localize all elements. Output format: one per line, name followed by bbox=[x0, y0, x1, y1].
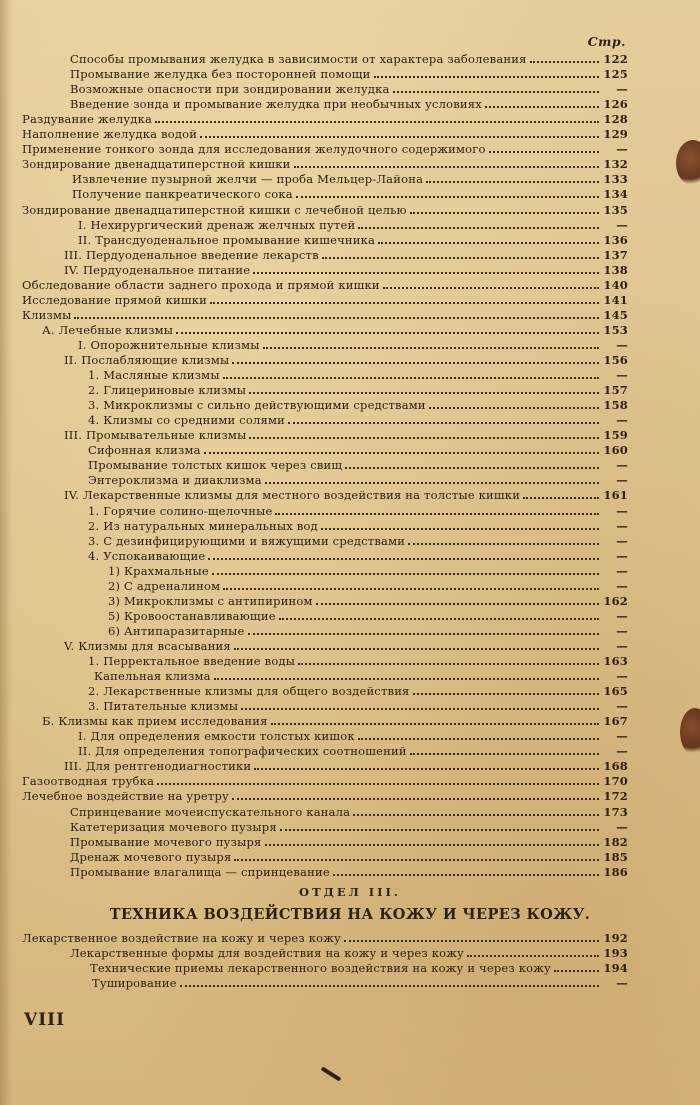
toc-page-number: — bbox=[616, 669, 628, 684]
dot-leader bbox=[176, 332, 599, 334]
toc-entry bbox=[22, 774, 628, 789]
toc-entry bbox=[88, 549, 628, 564]
toc-page-number: — bbox=[616, 638, 628, 653]
dot-leader bbox=[316, 603, 599, 605]
ink-mark bbox=[321, 1066, 342, 1081]
toc-entry-title: IV. Лекарственные клизмы для местного воздействия на толстые кишки bbox=[64, 488, 521, 503]
toc-entry-title: 3. Питательные клизмы bbox=[88, 699, 239, 714]
toc-entry-title: 4. Успокаивающие bbox=[88, 548, 206, 563]
dot-leader bbox=[234, 648, 599, 650]
toc-page-number: 145 bbox=[603, 307, 628, 322]
toc-page-number: — bbox=[616, 744, 628, 759]
toc-entry-title: Введение зонда и промывание желудка при необычных условиях bbox=[70, 97, 482, 112]
toc-entry bbox=[78, 338, 628, 353]
toc-page-number: — bbox=[616, 142, 628, 157]
toc-entry bbox=[88, 654, 628, 669]
toc-page-number: 192 bbox=[603, 931, 628, 945]
toc-entry bbox=[64, 759, 628, 774]
toc-page-number: 133 bbox=[603, 172, 628, 187]
toc-page-number: 162 bbox=[603, 593, 628, 608]
toc-entry-title: Дренаж мочевого пузыря bbox=[70, 849, 232, 864]
dot-leader bbox=[358, 227, 599, 229]
toc-page-number: 126 bbox=[603, 97, 628, 112]
dot-leader bbox=[214, 678, 599, 680]
dot-leader bbox=[530, 61, 599, 63]
dot-leader bbox=[223, 588, 599, 590]
toc-entry bbox=[92, 976, 628, 991]
toc-page-number: — bbox=[616, 976, 628, 990]
dot-leader bbox=[410, 212, 599, 214]
toc-page-number: 153 bbox=[603, 322, 628, 337]
toc-entry-title: Применение тонкого зонда для исследования желудочного содержимого bbox=[22, 142, 486, 157]
toc-entry-title: 6) Антипаразитарные bbox=[108, 623, 245, 638]
toc-entry-title: Б. Клизмы как прием исследования bbox=[42, 714, 268, 729]
toc-page-number: 137 bbox=[603, 247, 628, 262]
toc-entry-title: Сифонная клизма bbox=[88, 443, 201, 458]
stain-top-right bbox=[676, 140, 700, 186]
toc-entry-title: Промывание мочевого пузыря bbox=[70, 834, 262, 849]
toc-entry bbox=[88, 458, 628, 473]
toc-entry bbox=[70, 52, 628, 67]
toc-entry bbox=[88, 473, 628, 488]
toc-entry-title: I. Для определения емкости толстых кишок bbox=[78, 729, 355, 744]
toc-entry bbox=[70, 820, 628, 835]
dot-leader bbox=[378, 242, 599, 244]
dot-leader bbox=[254, 768, 599, 770]
toc-entry bbox=[22, 142, 628, 157]
dot-leader bbox=[321, 528, 599, 530]
toc-entry-title: II. Трансдуоденальное промывание кишечника bbox=[78, 232, 376, 247]
dot-leader bbox=[374, 76, 600, 78]
toc-entry-title: II. Для определения топографических соотношений bbox=[78, 744, 407, 759]
toc-entry bbox=[88, 368, 628, 383]
toc-page-number: 160 bbox=[603, 443, 628, 458]
toc-entry bbox=[22, 112, 628, 127]
toc-page-number: — bbox=[616, 413, 628, 428]
toc-entry-title: 3) Микроклизмы с антипирином bbox=[108, 593, 313, 608]
toc-entry bbox=[42, 714, 628, 729]
toc-entry bbox=[88, 443, 628, 458]
dot-leader bbox=[345, 467, 599, 469]
toc-page-number: 168 bbox=[603, 759, 628, 774]
toc-entry-title: Промывание желудка без посторонней помощи bbox=[70, 67, 371, 82]
toc-page-number: 173 bbox=[603, 804, 628, 819]
toc-page-number: 159 bbox=[603, 428, 628, 443]
dot-leader bbox=[280, 829, 599, 831]
toc-page-number: — bbox=[616, 623, 628, 638]
toc-entry-title: 4. Клизмы со средними солями bbox=[88, 413, 285, 428]
toc-page-number: — bbox=[616, 518, 628, 533]
dot-leader bbox=[467, 955, 599, 957]
toc-entry-title: III. Промывательные клизмы bbox=[64, 428, 247, 443]
toc-entry-title: Зондирование двенадцатиперстной кишки bbox=[22, 157, 291, 172]
toc-entry bbox=[88, 413, 628, 428]
toc-entry bbox=[64, 428, 628, 443]
toc-page-number: 194 bbox=[603, 961, 628, 975]
dot-leader bbox=[248, 633, 599, 635]
toc-entry bbox=[72, 172, 628, 187]
toc-entry bbox=[70, 805, 628, 820]
toc-entry-title: Наполнение желудка водой bbox=[22, 127, 198, 142]
section-label: ОТДЕЛ III. bbox=[299, 885, 401, 899]
dot-leader bbox=[523, 497, 599, 499]
toc-page-number: — bbox=[616, 563, 628, 578]
toc-entry-title: V. Клизмы для всасывания bbox=[64, 638, 231, 653]
toc-entry bbox=[22, 308, 628, 323]
dot-leader bbox=[249, 437, 599, 439]
toc-entry bbox=[70, 865, 628, 880]
toc-page-number: 128 bbox=[603, 112, 628, 127]
toc-entry-title: 1) Крахмальные bbox=[108, 563, 209, 578]
dot-leader bbox=[279, 618, 599, 620]
toc-page-number: 129 bbox=[603, 127, 628, 142]
toc-entry-title: I. Нехирургический дренаж желчных путей bbox=[78, 217, 356, 232]
toc-entry bbox=[64, 263, 628, 278]
toc-entry bbox=[64, 488, 628, 503]
toc-entry-title: Лекарственные формы для воздействия на кожу и через кожу bbox=[70, 946, 465, 960]
toc-entry-title: Извлечение пузырной желчи — проба Мельцер-Лайона bbox=[72, 172, 424, 187]
toc-page-number: — bbox=[616, 368, 628, 383]
toc-page-number: 186 bbox=[603, 864, 628, 879]
dot-leader bbox=[426, 181, 599, 183]
toc-entry-title: Клизмы bbox=[22, 307, 72, 322]
toc-page-number: 132 bbox=[603, 157, 628, 172]
toc-entry-title: Газоотводная трубка bbox=[22, 774, 155, 789]
toc-page-number: 135 bbox=[603, 202, 628, 217]
dot-leader bbox=[408, 543, 599, 545]
toc-page-number: — bbox=[616, 548, 628, 563]
dot-leader bbox=[234, 859, 599, 861]
toc-entry-title: Энтероклизма и диаклизма bbox=[88, 473, 262, 488]
toc-entry-title: А. Лечебные клизмы bbox=[42, 322, 174, 337]
toc-page-number: — bbox=[616, 337, 628, 352]
toc-entry-title: Технические приемы лекарственного воздействия на кожу и через кожу bbox=[90, 961, 552, 975]
toc-entry bbox=[88, 398, 628, 413]
toc-entry bbox=[64, 353, 628, 368]
toc-page-number: 161 bbox=[603, 488, 628, 503]
toc-entry-title: 2) С адреналином bbox=[108, 578, 221, 593]
toc-entry bbox=[64, 248, 628, 263]
toc-entry-title: Промывание толстых кишок через свищ bbox=[88, 458, 343, 473]
toc-entry-title: 1. Горячие солино-щелочные bbox=[88, 503, 273, 518]
dot-leader bbox=[265, 844, 600, 846]
toc-entry-title: Раздувание желудка bbox=[22, 112, 153, 127]
dot-leader bbox=[241, 708, 599, 710]
toc-entry-title: 5) Кровоостанавливающие bbox=[108, 608, 276, 623]
dot-leader bbox=[223, 377, 599, 379]
dot-leader bbox=[74, 317, 599, 319]
dot-leader bbox=[294, 166, 600, 168]
toc-entry-title: Лечебное воздействие на уретру bbox=[22, 789, 230, 804]
toc-entry-title: III. Пердуоденальное введение лекарств bbox=[64, 247, 319, 262]
toc-entry bbox=[78, 744, 628, 759]
toc-entry-title: 3. С дезинфицирующими и вяжущими средствами bbox=[88, 533, 406, 548]
toc-page-number: 136 bbox=[603, 232, 628, 247]
dot-leader bbox=[180, 985, 599, 987]
toc-entry-title: Получение панкреатического сока bbox=[72, 187, 293, 202]
dot-leader bbox=[265, 482, 599, 484]
toc-entry-title: Промывание влагалища — спринцевание bbox=[70, 864, 330, 879]
dot-leader bbox=[485, 106, 599, 108]
dot-leader bbox=[204, 452, 599, 454]
toc-page-number: — bbox=[616, 473, 628, 488]
toc-entry-title: Спринцевание мочеиспускательного канала bbox=[70, 804, 351, 819]
toc-page-number: — bbox=[616, 608, 628, 623]
toc-entry bbox=[22, 789, 628, 804]
toc-entry-title: 1. Масляные клизмы bbox=[88, 368, 220, 383]
toc-entry bbox=[88, 519, 628, 534]
dot-leader bbox=[232, 798, 599, 800]
dot-leader bbox=[410, 753, 599, 755]
toc-page-number: — bbox=[616, 819, 628, 834]
dot-leader bbox=[210, 302, 599, 304]
toc-entry-title: III. Для рентгенодиагностики bbox=[64, 759, 252, 774]
dot-leader bbox=[322, 257, 599, 259]
toc-entry bbox=[22, 157, 628, 172]
dot-leader bbox=[232, 362, 599, 364]
toc-page-number: 158 bbox=[603, 398, 628, 413]
dot-leader bbox=[200, 136, 599, 138]
dot-leader bbox=[253, 272, 599, 274]
toc-page-number: — bbox=[616, 699, 628, 714]
toc-page-number: 172 bbox=[603, 789, 628, 804]
dot-leader bbox=[298, 663, 599, 665]
toc-entry-title: Зондирование двенадцатиперстной кишки с лечебной целью bbox=[22, 202, 407, 217]
stain-right bbox=[680, 708, 700, 756]
toc-entry bbox=[108, 564, 628, 579]
toc-page-number: 170 bbox=[603, 774, 628, 789]
toc-entry-title: 1. Перректальное введение воды bbox=[88, 654, 296, 668]
dot-leader bbox=[353, 814, 599, 816]
toc-entry bbox=[88, 699, 628, 714]
toc-entry bbox=[70, 946, 628, 961]
dot-leader bbox=[344, 940, 599, 942]
toc-entry bbox=[78, 729, 628, 744]
toc-page-number: 125 bbox=[603, 67, 628, 82]
toc-entry bbox=[22, 127, 628, 142]
toc-page-number: 157 bbox=[603, 383, 628, 398]
toc-entry-title: 3. Микроклизмы с сильно действующими средствами bbox=[88, 398, 426, 413]
toc-page-number: — bbox=[616, 82, 628, 97]
section-title: ТЕХНИКА ВОЗДЕЙСТВИЯ НА КОЖУ И ЧЕРЕЗ КОЖУ. bbox=[109, 906, 591, 923]
toc-entry bbox=[70, 82, 628, 97]
toc-entry-title: Способы промывания желудка в зависимости от характера заболевания bbox=[70, 52, 527, 66]
toc-entry bbox=[42, 323, 628, 338]
toc-entry-title: Лекарственное воздействие на кожу и через кожу bbox=[22, 931, 341, 945]
toc-entry-title: 2. Лекарственные клизмы для общего воздействия bbox=[88, 684, 410, 699]
toc-page-number: 156 bbox=[603, 353, 628, 367]
toc-page-number: — bbox=[616, 217, 628, 232]
toc-entry-title: IV. Пердуоденальное питание bbox=[64, 262, 251, 277]
toc-page-number: — bbox=[616, 503, 628, 518]
toc-entry-title: 2. Глицериновые клизмы bbox=[88, 383, 247, 398]
toc-entry bbox=[88, 534, 628, 549]
toc-entry bbox=[94, 669, 628, 684]
dot-leader bbox=[249, 392, 599, 394]
toc-page-number: — bbox=[616, 458, 628, 473]
dot-leader bbox=[383, 287, 599, 289]
toc-entry-title: Катетеризация мочевого пузыря bbox=[70, 819, 277, 834]
toc-page-number: 185 bbox=[603, 849, 628, 864]
toc-entry bbox=[70, 850, 628, 865]
toc-page-number: 141 bbox=[603, 292, 628, 307]
toc-entry bbox=[72, 187, 628, 202]
page-folio: VIII bbox=[24, 1010, 66, 1030]
toc-page-number: 122 bbox=[603, 52, 628, 66]
dot-leader bbox=[288, 422, 599, 424]
toc-entry bbox=[22, 278, 628, 293]
toc-entry-title: I. Опорожнительные клизмы bbox=[78, 337, 260, 352]
toc-entry bbox=[70, 67, 628, 82]
toc-entry-title: Возможные опасности при зондировании желудка bbox=[70, 82, 390, 97]
toc-page-number: — bbox=[616, 533, 628, 548]
toc-entry bbox=[90, 961, 628, 976]
dot-leader bbox=[155, 121, 599, 123]
toc-entry bbox=[108, 579, 628, 594]
dot-leader bbox=[489, 151, 599, 153]
toc-entry bbox=[88, 504, 628, 519]
toc-page-number: 165 bbox=[603, 684, 628, 699]
page-column-header: Стр. bbox=[587, 34, 626, 49]
page-edge-shadow bbox=[0, 0, 12, 1105]
toc-entry bbox=[108, 609, 628, 624]
dot-leader bbox=[208, 558, 599, 560]
dot-leader bbox=[554, 970, 599, 972]
dot-leader bbox=[212, 573, 599, 575]
toc-entry-title: Капельная клизма bbox=[94, 669, 211, 684]
toc-entry bbox=[22, 293, 628, 308]
toc-entry-title: 2. Из натуральных минеральных вод bbox=[88, 518, 318, 533]
toc-entry bbox=[88, 383, 628, 398]
toc-page-number: 167 bbox=[603, 714, 628, 729]
dot-leader bbox=[413, 693, 599, 695]
toc-page-number: 163 bbox=[603, 654, 628, 668]
dot-leader bbox=[275, 513, 599, 515]
dot-leader bbox=[263, 347, 599, 349]
toc-page-number: 140 bbox=[603, 277, 628, 292]
toc-page-number: 182 bbox=[603, 834, 628, 849]
dot-leader bbox=[393, 91, 599, 93]
toc-entry bbox=[64, 639, 628, 654]
toc-page-number: 193 bbox=[603, 946, 628, 960]
toc-entry bbox=[78, 218, 628, 233]
toc-entry-title: Обследование области заднего прохода и прямой кишки bbox=[22, 277, 380, 292]
dot-leader bbox=[358, 738, 599, 740]
dot-leader bbox=[296, 196, 599, 198]
toc-entry-title: II. Послабляющие клизмы bbox=[64, 353, 230, 367]
toc-page-number: — bbox=[616, 729, 628, 744]
dot-leader bbox=[429, 407, 599, 409]
toc-entry bbox=[108, 594, 628, 609]
toc-entry bbox=[108, 624, 628, 639]
toc-entry bbox=[78, 233, 628, 248]
toc-entry bbox=[22, 931, 628, 946]
toc-page-number: — bbox=[616, 578, 628, 593]
toc-entry bbox=[22, 203, 628, 218]
toc-entry bbox=[88, 684, 628, 699]
toc-entry bbox=[70, 97, 628, 112]
toc-page-number: 138 bbox=[603, 262, 628, 277]
dot-leader bbox=[157, 783, 599, 785]
toc-page-number: 134 bbox=[603, 187, 628, 202]
toc-entry-title: Исследование прямой кишки bbox=[22, 292, 208, 307]
toc-entry-title: Туширование bbox=[92, 976, 177, 990]
toc-entry bbox=[70, 835, 628, 850]
dot-leader bbox=[333, 874, 599, 876]
dot-leader bbox=[271, 723, 599, 725]
